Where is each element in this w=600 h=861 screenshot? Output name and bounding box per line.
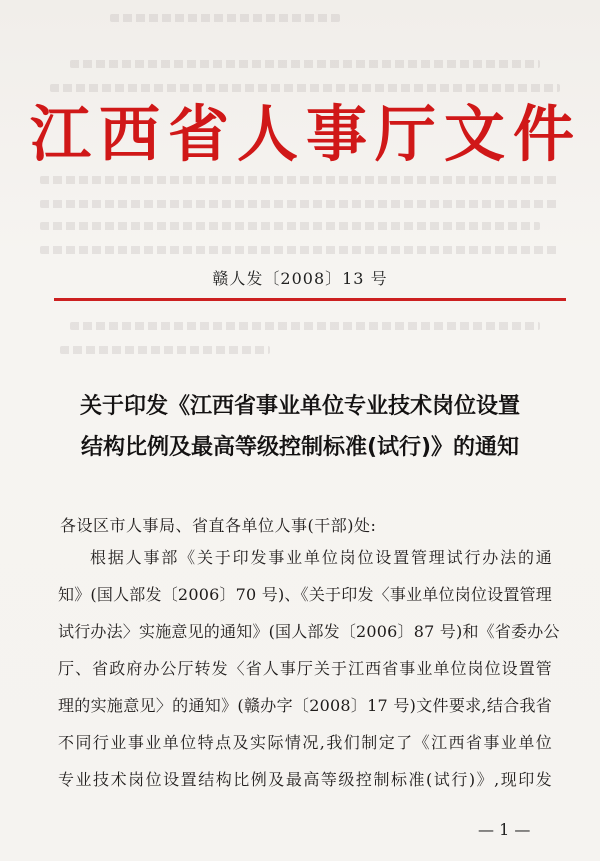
bleed-through-line bbox=[40, 200, 560, 208]
body-paragraph-line: 不同行业事业单位特点及实际情况,我们制定了《江西省事业单位 bbox=[58, 733, 552, 752]
bleed-through-line bbox=[40, 246, 560, 254]
notice-title-line-2: 结构比例及最高等级控制标准(试行)》的通知 bbox=[80, 435, 520, 460]
header-divider bbox=[54, 298, 566, 301]
body-paragraph-line: 理的实施意见〉的通知》(赣办字〔2008〕17 号)文件要求,结合我省 bbox=[58, 696, 552, 715]
bleed-through-line bbox=[50, 84, 560, 92]
bleed-through-line bbox=[110, 14, 340, 22]
bleed-through-line bbox=[60, 346, 270, 354]
salutation: 各设区市人事局、省直各单位人事(干部)处: bbox=[60, 516, 377, 535]
body-paragraph-line: 知》(国人部发〔2006〕70 号)、《关于印发〈事业单位岗位设置管理 bbox=[58, 585, 552, 604]
notice-title-line-1: 关于印发《江西省事业单位专业技术岗位设置 bbox=[79, 394, 520, 419]
body-paragraph-line: 专业技术岗位设置结构比例及最高等级控制标准(试行)》,现印发 bbox=[58, 770, 552, 789]
bleed-through-line bbox=[70, 60, 540, 68]
bleed-through-line bbox=[70, 322, 540, 330]
bleed-through-line bbox=[40, 222, 540, 230]
document-header-title: 江西省人事厅文件 bbox=[30, 99, 583, 170]
body-paragraph-line: 厅、省政府办公厅转发〈省人事厅关于江西省事业单位岗位设置管 bbox=[58, 659, 552, 678]
body-paragraph-line: 根据人事部《关于印发事业单位岗位设置管理试行办法的通 bbox=[90, 548, 552, 567]
body-paragraph-line: 试行办法〉实施意见的通知》(国人部发〔2006〕87 号)和《省委办公 bbox=[58, 622, 560, 641]
bleed-through-line bbox=[40, 176, 560, 184]
document-number: 赣人发〔2008〕13 号 bbox=[212, 269, 388, 288]
page-number: — 1 — bbox=[478, 820, 531, 839]
